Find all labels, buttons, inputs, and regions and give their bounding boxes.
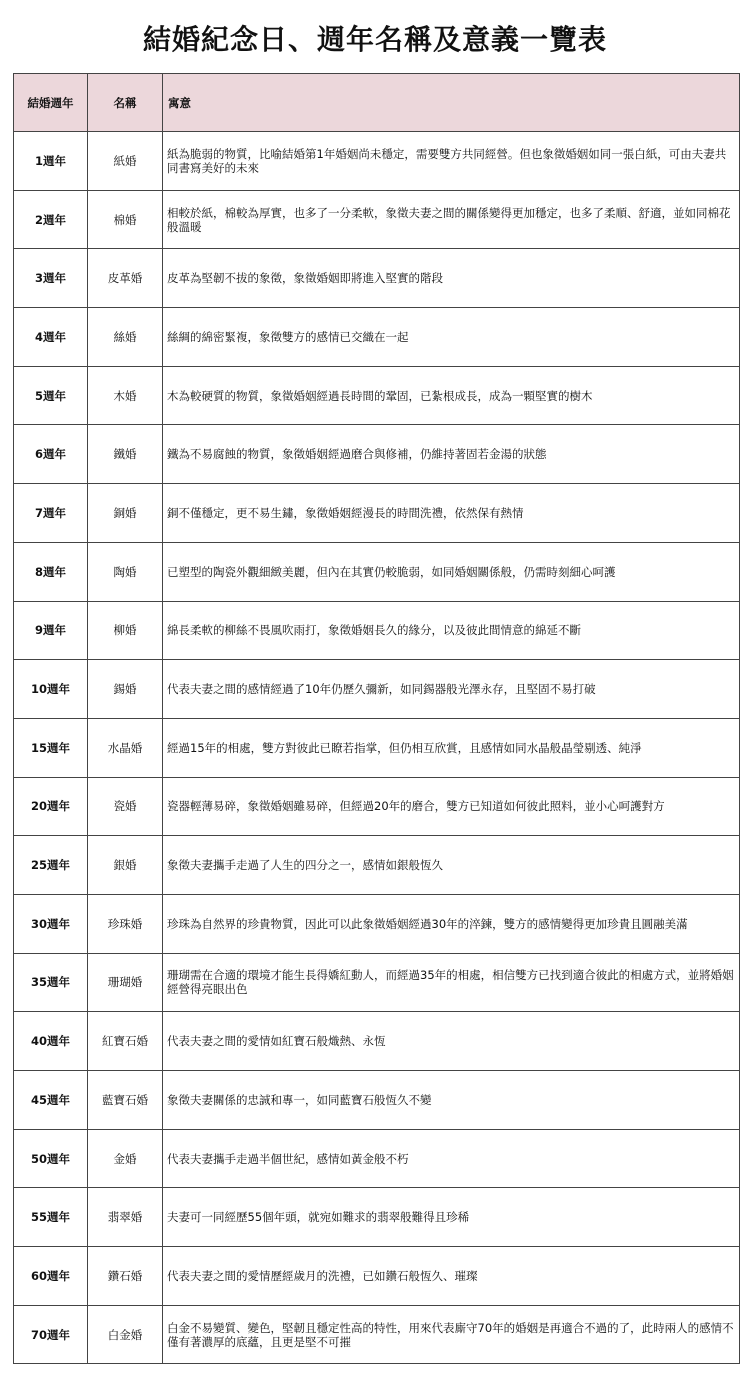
meaning-cell: 代表夫妻之間的愛情如紅寶石般熾熱、永恆 xyxy=(163,1012,740,1071)
year-cell: 9週年 xyxy=(14,601,88,660)
name-cell: 翡翠婚 xyxy=(88,1188,163,1247)
name-cell: 瓷婚 xyxy=(88,777,163,836)
name-cell: 銀婚 xyxy=(88,836,163,895)
meaning-cell: 已塑型的陶瓷外觀細緻美麗，但內在其實仍較脆弱，如同婚姻關係般，仍需時刻細心呵護 xyxy=(163,542,740,601)
table-row xyxy=(14,1247,740,1306)
name-cell: 鐵婚 xyxy=(88,425,163,484)
year-cell: 50週年 xyxy=(14,1129,88,1188)
year-cell: 1週年 xyxy=(14,132,88,191)
meaning-cell: 相較於紙，棉較為厚實，也多了一分柔軟，象徵夫妻之間的關係變得更加穩定，也多了柔順、舒適，並如同棉花般溫暖 xyxy=(163,190,740,249)
name-cell: 藍寶石婚 xyxy=(88,1071,163,1130)
name-cell: 紙婚 xyxy=(88,132,163,191)
table-row xyxy=(14,836,740,895)
year-cell: 6週年 xyxy=(14,425,88,484)
meaning-cell: 經過15年的相處，雙方對彼此已瞭若指掌，但仍相互欣賞，且感情如同水晶般晶瑩剔透、純淨 xyxy=(163,718,740,777)
page-title: 結婚紀念日、週年名稱及意義一覽表 xyxy=(142,23,607,56)
table-row xyxy=(14,249,740,308)
year-cell: 60週年 xyxy=(14,1247,88,1306)
table-row xyxy=(14,308,740,367)
meaning-cell: 白金不易變質、變色，堅韌且穩定性高的特性，用來代表廝守70年的婚姻是再適合不過的了，此時兩人的感情不僅有著濃厚的底蘊，且更是堅不可摧 xyxy=(163,1305,740,1364)
name-cell: 白金婚 xyxy=(88,1305,163,1364)
name-cell: 絲婚 xyxy=(88,308,163,367)
table-row xyxy=(14,1188,740,1247)
table-row xyxy=(14,1071,740,1130)
table-row xyxy=(14,132,740,191)
table-row xyxy=(14,425,740,484)
table-row xyxy=(14,190,740,249)
meaning-cell: 象徵夫妻關係的忠誠和專一，如同藍寶石般恆久不變 xyxy=(163,1071,740,1130)
name-cell: 皮革婚 xyxy=(88,249,163,308)
meaning-cell: 代表夫妻之間的感情經過了10年仍歷久彌新，如同錫器般光澤永存，且堅固不易打破 xyxy=(163,660,740,719)
meaning-cell: 銅不僅穩定，更不易生鏽，象徵婚姻經漫長的時間洗禮，依然保有熱情 xyxy=(163,484,740,543)
name-cell: 紅寶石婚 xyxy=(88,1012,163,1071)
meaning-cell: 代表夫妻之間的愛情歷經歲月的洗禮，已如鑽石般恆久、璀璨 xyxy=(163,1247,740,1306)
year-cell: 55週年 xyxy=(14,1188,88,1247)
table-row xyxy=(14,1305,740,1364)
year-cell: 2週年 xyxy=(14,190,88,249)
year-cell: 40週年 xyxy=(14,1012,88,1071)
table-row xyxy=(14,601,740,660)
meaning-cell: 珍珠為自然界的珍貴物質，因此可以此象徵婚姻經過30年的淬鍊，雙方的感情變得更加珍貴且圓融美滿 xyxy=(163,894,740,953)
meaning-cell: 鐵為不易腐蝕的物質，象徵婚姻經過磨合與修補，仍維持著固若金湯的狀態 xyxy=(163,425,740,484)
anniversary-table xyxy=(13,73,740,1364)
year-cell: 10週年 xyxy=(14,660,88,719)
name-cell: 棉婚 xyxy=(88,190,163,249)
year-cell: 25週年 xyxy=(14,836,88,895)
name-cell: 鑽石婚 xyxy=(88,1247,163,1306)
meaning-cell: 皮革為堅韌不拔的象徵，象徵婚姻即將進入堅實的階段 xyxy=(163,249,740,308)
table-row xyxy=(14,1129,740,1188)
meaning-cell: 夫妻可一同經歷55個年頭，就宛如難求的翡翠般難得且珍稀 xyxy=(163,1188,740,1247)
table-header-row xyxy=(14,74,740,132)
meaning-cell: 綿長柔軟的柳絲不畏風吹雨打，象徵婚姻長久的緣分，以及彼此間情意的綿延不斷 xyxy=(163,601,740,660)
header-name: 名稱 xyxy=(88,74,163,132)
table-row xyxy=(14,484,740,543)
year-cell: 15週年 xyxy=(14,718,88,777)
table-row xyxy=(14,660,740,719)
year-cell: 35週年 xyxy=(14,953,88,1012)
name-cell: 珊瑚婚 xyxy=(88,953,163,1012)
table-row xyxy=(14,894,740,953)
year-cell: 7週年 xyxy=(14,484,88,543)
table-row xyxy=(14,542,740,601)
meaning-cell: 代表夫妻攜手走過半個世紀，感情如黃金般不朽 xyxy=(163,1129,740,1188)
meaning-cell: 瓷器輕薄易碎，象徵婚姻雖易碎，但經過20年的磨合，雙方已知道如何彼此照料，並小心呵護對方 xyxy=(163,777,740,836)
year-cell: 4週年 xyxy=(14,308,88,367)
table-row xyxy=(14,366,740,425)
year-cell: 5週年 xyxy=(14,366,88,425)
table-body xyxy=(14,132,740,1364)
year-cell: 8週年 xyxy=(14,542,88,601)
table-row xyxy=(14,953,740,1012)
table-row xyxy=(14,718,740,777)
year-cell: 3週年 xyxy=(14,249,88,308)
year-cell: 70週年 xyxy=(14,1305,88,1364)
year-cell: 20週年 xyxy=(14,777,88,836)
name-cell: 柳婚 xyxy=(88,601,163,660)
meaning-cell: 紙為脆弱的物質，比喻結婚第1年婚姻尚未穩定，需要雙方共同經營。但也象徵婚姻如同一張白紙，可由夫妻共同書寫美好的未來 xyxy=(163,132,740,191)
name-cell: 水晶婚 xyxy=(88,718,163,777)
name-cell: 珍珠婚 xyxy=(88,894,163,953)
table-row xyxy=(14,777,740,836)
name-cell: 金婚 xyxy=(88,1129,163,1188)
header-meaning: 寓意 xyxy=(163,74,740,132)
meaning-cell: 珊瑚需在合適的環境才能生長得嬌紅動人，而經過35年的相處，相信雙方已找到適合彼此的相處方式，並將婚姻經營得亮眼出色 xyxy=(163,953,740,1012)
name-cell: 陶婚 xyxy=(88,542,163,601)
meaning-cell: 絲綢的綿密緊複，象徵雙方的感情已交織在一起 xyxy=(163,308,740,367)
year-cell: 30週年 xyxy=(14,894,88,953)
name-cell: 木婚 xyxy=(88,366,163,425)
meaning-cell: 象徵夫妻攜手走過了人生的四分之一，感情如銀般恆久 xyxy=(163,836,740,895)
header-year: 結婚週年 xyxy=(14,74,88,132)
name-cell: 錫婚 xyxy=(88,660,163,719)
meaning-cell: 木為較硬質的物質，象徵婚姻經過長時間的鞏固，已紮根成長，成為一顆堅實的樹木 xyxy=(163,366,740,425)
year-cell: 45週年 xyxy=(14,1071,88,1130)
table-row xyxy=(14,1012,740,1071)
name-cell: 銅婚 xyxy=(88,484,163,543)
